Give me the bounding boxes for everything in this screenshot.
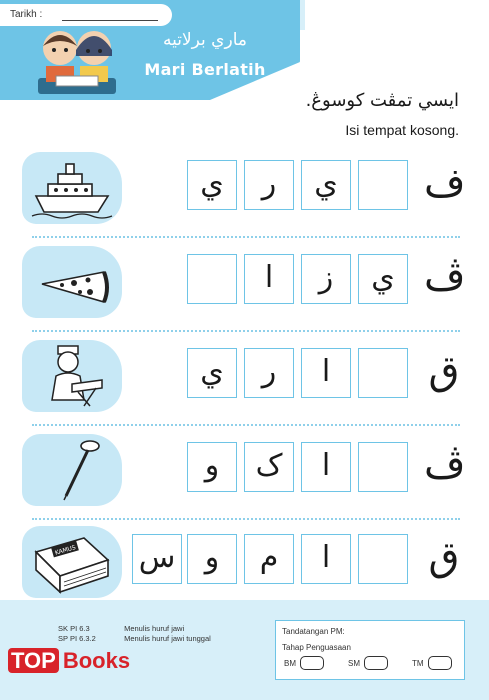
picture-panel	[22, 526, 122, 598]
standard-item	[58, 624, 184, 633]
row-divider	[32, 424, 460, 426]
boy-reading-quran-icon	[30, 344, 114, 408]
exercise-row	[22, 244, 472, 324]
nail-icon	[30, 438, 114, 502]
exercise-row	[22, 432, 472, 512]
tahap-label: Tahap Penguasaan	[282, 643, 351, 652]
row-divider	[32, 236, 460, 238]
first-letter: ق	[428, 534, 460, 580]
first-letter: ف	[424, 160, 466, 206]
date-field[interactable]	[0, 4, 172, 26]
standard-item	[58, 634, 211, 643]
title-rumi: Mari Berlatih	[144, 60, 266, 79]
answer-box[interactable]: ز	[301, 254, 351, 304]
level-checkbox-tm[interactable]	[428, 656, 452, 670]
answer-box[interactable]	[358, 348, 408, 398]
answer-box[interactable]: ي	[358, 254, 408, 304]
answer-box[interactable]	[358, 160, 408, 210]
exercise-row	[22, 150, 472, 230]
answer-box[interactable]: و	[187, 442, 237, 492]
pizza-icon	[30, 250, 114, 314]
answer-box[interactable]	[358, 534, 408, 584]
signature-panel	[275, 620, 465, 680]
exercise-row	[22, 524, 472, 604]
answer-box[interactable]: ک	[244, 442, 294, 492]
answer-box[interactable]: ي	[187, 348, 237, 398]
picture-panel	[22, 434, 122, 506]
picture-panel	[22, 340, 122, 412]
book-label: KAMUS	[54, 544, 77, 557]
row-divider	[32, 518, 460, 520]
answer-box[interactable]: م	[244, 534, 294, 584]
answer-box[interactable]: ا	[301, 442, 351, 492]
level-label: BM	[284, 659, 296, 668]
instruction-jawi: ايسي تمڤت كوسوڠ.	[305, 90, 459, 111]
date-underline	[62, 20, 158, 21]
answer-box[interactable]: ا	[301, 534, 351, 584]
standard-text: Menulis huruf jawi	[124, 624, 185, 633]
answer-box[interactable]: ا	[244, 254, 294, 304]
answer-box[interactable]: ر	[244, 160, 294, 210]
answer-box[interactable]: ر	[244, 348, 294, 398]
topbooks-logo: TOP Books	[8, 648, 130, 674]
answer-box[interactable]: س	[132, 534, 182, 584]
first-letter: ڤ	[424, 254, 466, 300]
picture-panel	[22, 152, 122, 224]
exercise-row	[22, 338, 472, 418]
level-checkbox-bm[interactable]	[300, 656, 324, 670]
picture-panel	[22, 246, 122, 318]
children-studying-icon	[34, 26, 120, 98]
answer-box[interactable]	[358, 442, 408, 492]
answer-box[interactable]: ا	[301, 348, 351, 398]
level-label: SM	[348, 659, 360, 668]
first-letter: ق	[428, 348, 460, 394]
standard-code: SK PI 6.3	[58, 624, 90, 633]
ship-icon	[30, 156, 114, 220]
title-jawi: ماري برلاتيه	[163, 30, 247, 50]
answer-box[interactable]: و	[187, 534, 237, 584]
answer-box[interactable]: ي	[301, 160, 351, 210]
instruction-rumi: Isi tempat kosong.	[345, 122, 459, 138]
kamus-book-icon	[30, 530, 114, 594]
standard-text: Menulis huruf jawi tunggal	[124, 634, 211, 643]
date-label: Tarikh :	[10, 9, 43, 20]
level-checkbox-sm[interactable]	[364, 656, 388, 670]
level-label: TM	[412, 659, 424, 668]
answer-box[interactable]: ي	[187, 160, 237, 210]
standard-code: SP PI 6.3.2	[58, 634, 96, 643]
first-letter: ڤ	[424, 442, 466, 488]
answer-box[interactable]	[187, 254, 237, 304]
row-divider	[32, 330, 460, 332]
signature-label: Tandatangan PM:	[282, 627, 345, 636]
